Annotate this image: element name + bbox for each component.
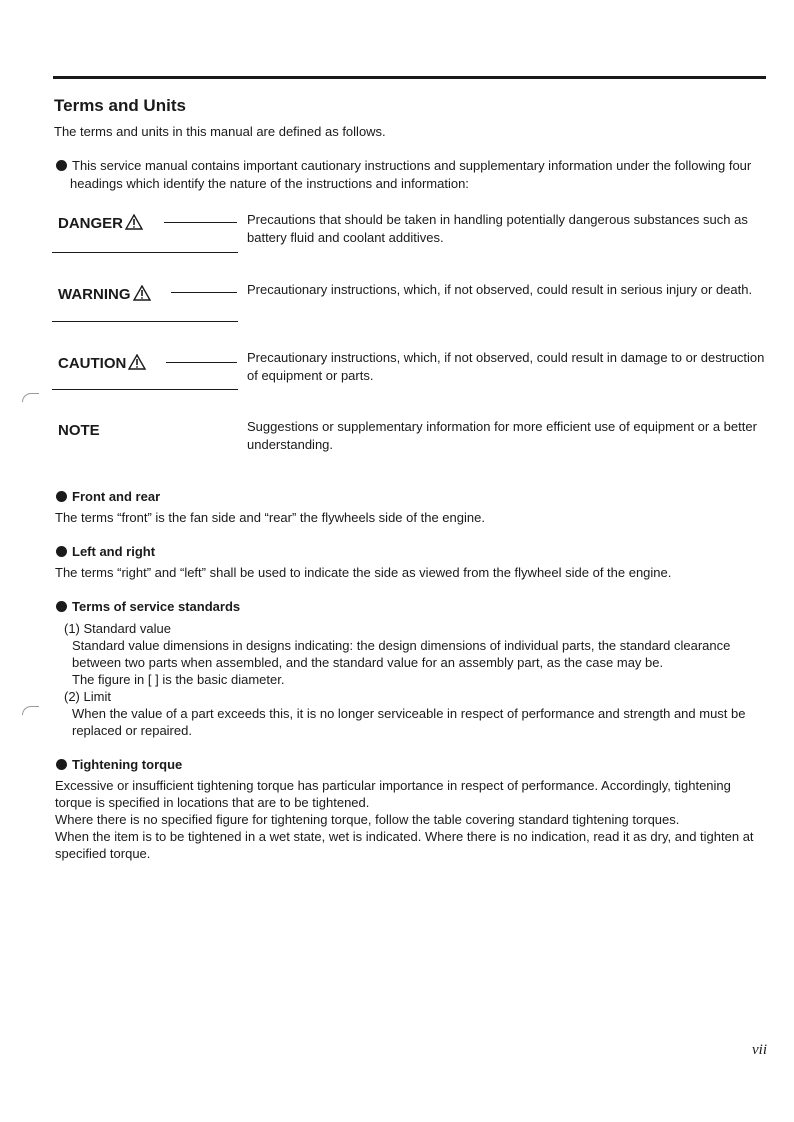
danger-underline: [52, 252, 238, 253]
left-right-text: The terms “right” and “left” shall be used to indicate the side as viewed from the flywheel side of the engine.: [55, 565, 672, 580]
danger-definition-line1: Precautions that should be taken in handling potentially dangerous substances such as: [247, 212, 748, 227]
bullet-icon: [56, 160, 67, 171]
caution-label: CAUTION: [58, 355, 127, 372]
torque-line4: When the item is to be tightened in a wet state, wet is indicated. Where there is no indication, read it as dry, and tighten at: [55, 829, 754, 844]
warning-term: [58, 285, 151, 303]
left-right-heading: [56, 544, 155, 559]
intro-text: The terms and units in this manual are defined as follows.: [54, 124, 386, 139]
bullet-icon: [56, 759, 67, 770]
note-definition-line1: Suggestions or supplementary information for more efficient use of equipment or a better: [247, 419, 757, 434]
warning-leader-line: [171, 292, 237, 293]
caution-definition: [247, 349, 769, 385]
warning-definition-line1: Precautionary instructions, which, if not observed, could result in serious injury or death.: [247, 282, 753, 297]
note-definition: [247, 418, 769, 454]
danger-label: DANGER: [58, 215, 124, 232]
warning-label: WARNING: [58, 286, 131, 303]
service-standards-heading-text: Terms of service standards: [72, 599, 241, 614]
caution-term: [58, 354, 146, 372]
bullet-icon: [56, 546, 67, 557]
note-term: [58, 422, 100, 439]
torque-heading: [56, 757, 182, 772]
caution-leader-line: [166, 362, 237, 363]
torque-line2: torque is specified in locations that are to be tightened.: [55, 795, 370, 810]
torque-line1: Excessive or insufficient tightening torque has particular importance in respect of performance. Accordingly, tightening: [55, 778, 731, 793]
torque-line3: Where there is no specified figure for tightening torque, follow the table covering standard tightening torques.: [55, 812, 680, 827]
bullet-intro: [56, 157, 751, 174]
scan-artifact-mark: [22, 706, 39, 715]
service-standards-heading: [56, 599, 240, 614]
bullet-icon: [56, 601, 67, 612]
danger-definition-line2: battery fluid and coolant additives.: [247, 230, 444, 245]
torque-heading-text: Tightening torque: [72, 757, 183, 772]
danger-term: [58, 214, 143, 232]
torque-line5: specified torque.: [55, 846, 151, 861]
note-label: NOTE: [58, 422, 100, 439]
front-rear-heading: [56, 489, 160, 504]
bullet-intro-line2: headings which identify the nature of the instructions and information:: [70, 176, 469, 191]
page-title: Terms and Units: [54, 96, 186, 115]
note-definition-line2: understanding.: [247, 437, 334, 452]
limit-line1: When the value of a part exceeds this, it is no longer serviceable in respect of performance and strength and must be: [72, 706, 746, 721]
limit-label: (2) Limit: [64, 689, 111, 704]
bullet-intro-line1: This service manual contains important cautionary instructions and supplementary information under the following four: [72, 158, 752, 173]
warning-triangle-icon: [133, 285, 151, 301]
warning-definition: [247, 281, 769, 299]
warning-triangle-icon: [128, 354, 146, 370]
top-rule: [53, 76, 766, 79]
warning-underline: [52, 321, 238, 322]
danger-definition: [247, 211, 769, 247]
standard-value-line1: Standard value dimensions in designs indicating: the design dimensions of individual parts, the standard clearance: [72, 638, 731, 653]
danger-leader-line: [164, 222, 237, 223]
standard-value-label: (1) Standard value: [64, 621, 171, 636]
page-number: vii: [752, 1042, 767, 1058]
caution-definition-line1: Precautionary instructions, which, if not observed, could result in damage to or destruction: [247, 350, 765, 365]
limit-line2: replaced or repaired.: [72, 723, 192, 738]
caution-definition-line2: of equipment or parts.: [247, 368, 374, 383]
standard-value-line3: The figure in [ ] is the basic diameter.: [72, 672, 285, 687]
warning-triangle-icon: [125, 214, 143, 230]
bullet-icon: [56, 491, 67, 502]
left-right-heading-text: Left and right: [72, 544, 156, 559]
scan-artifact-mark: [22, 393, 39, 402]
front-rear-text: The terms “front” is the fan side and “rear” the flywheels side of the engine.: [55, 510, 485, 525]
front-rear-heading-text: Front and rear: [72, 489, 161, 504]
caution-underline: [52, 389, 238, 390]
standard-value-line2: between two parts when assembled, and the standard value for an assembly part, as the case may be.: [72, 655, 664, 670]
